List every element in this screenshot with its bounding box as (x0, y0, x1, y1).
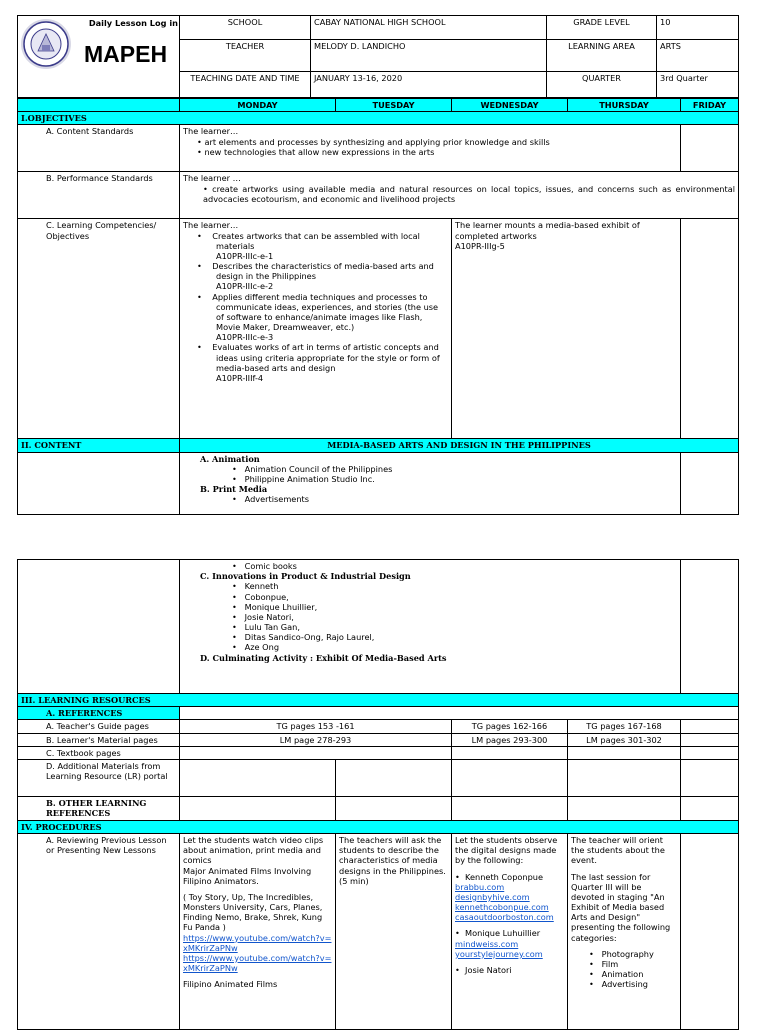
list-item: • create artworks using available media and natural resources on local topics, issues, and concerns such as environmental advocacies ecotourism, and economic and livelihood projects (203, 183, 735, 204)
empty-cell (180, 707, 739, 720)
friday-cell (681, 733, 739, 746)
empty-cell (568, 796, 681, 820)
learning-competencies-label: C. Learning Competencies/ Objectives (18, 219, 180, 439)
references-heading: A. REFERENCES (18, 707, 180, 720)
competency-code: A10PR-IIIf-4 (216, 372, 264, 383)
teachers-guide-label: A. Teacher's Guide pages (18, 720, 180, 733)
list-item: • Describes the characteristics of media-based arts and design in the Philippines (197, 261, 434, 282)
learning-competencies-list (183, 231, 448, 384)
area-value: ARTS (657, 40, 739, 72)
content-heading: II. CONTENT (18, 439, 180, 452)
monday-films-heading: Major Animated Films Involving Filipino Animators. (183, 865, 312, 886)
empty-cell (452, 746, 568, 759)
friday-cell (681, 560, 739, 694)
days-corner (18, 99, 180, 112)
list-item: • Film (589, 958, 619, 969)
list-item: • Kenneth (232, 581, 279, 592)
designers-list (200, 581, 677, 652)
header-title-cell (18, 16, 180, 98)
list-item: • Philippine Animation Studio Inc. (232, 473, 375, 484)
quarter-label: QUARTER (547, 72, 657, 98)
designer-link[interactable]: kennethcobonpue.com (455, 902, 549, 913)
print-media-list (200, 494, 677, 504)
friday-cell (681, 720, 739, 733)
other-references-label: B. OTHER LEARNING REFERENCES (18, 796, 180, 820)
list-item: • Josie Natori (455, 964, 512, 975)
youtube-link[interactable]: https://www.youtube.com/watch?v=xMKrirZaPNw (183, 952, 332, 974)
designer-link[interactable]: yourstylejourney.com (455, 948, 543, 959)
objectives-heading: I.OBJECTIVES (18, 112, 739, 125)
header-table (17, 15, 739, 98)
empty-cell (568, 759, 681, 796)
quarter-value: 3rd Quarter (657, 72, 739, 98)
performance-standards-intro: The learner … (183, 173, 241, 184)
print-media-list (200, 561, 677, 571)
page-2 (17, 559, 738, 1030)
list-item: • Advertisements (232, 494, 310, 505)
teacher-label: TEACHER (180, 40, 311, 72)
list-item: • Monique Lhuillier, (232, 601, 318, 612)
lesson-table-page-1 (17, 98, 739, 515)
school-label: SCHOOL (180, 16, 311, 40)
print-media-topic: B. Print Media (200, 484, 268, 495)
daily-lesson-log-label: Daily Lesson Log in (88, 18, 178, 28)
tuesday-duration: (5 min) (339, 875, 369, 886)
empty-cell (681, 796, 739, 820)
day-friday: FRIDAY (681, 99, 739, 112)
procedures-heading: IV. PROCEDURES (18, 820, 739, 833)
exhibit-objective: The learner mounts a media-based exhibit of completed artworks (455, 220, 640, 241)
lm-mon-tue: LM page 278-293 (180, 733, 452, 746)
monday-film-titles: ( Toy Story, Up, The Incredibles, Monsters University, Cars, Planes, Finding Nemo, Brake, Shrek, Kung Fu Panda ) (183, 891, 323, 933)
empty-cell (681, 759, 739, 796)
date-value: JANUARY 13-16, 2020 (311, 72, 547, 98)
content-label-empty (18, 452, 180, 514)
list-item: • Photography (589, 948, 654, 959)
list-item: • Comic books (232, 561, 297, 571)
subject-title: MAPEH (84, 41, 168, 67)
thursday-activity: The teacher will orient the students about the event. (571, 835, 665, 866)
empty-cell (180, 796, 336, 820)
procedure-tuesday (336, 834, 452, 1030)
wednesday-activity: Let the students observe the digital designs made by the following: (455, 835, 558, 866)
youtube-link[interactable]: https://www.youtube.com/watch?v=xMKrirZaPNw (183, 932, 332, 953)
content-standards-list (183, 137, 677, 157)
exhibit-categories (571, 949, 677, 990)
content-standards-cell (180, 125, 681, 172)
reviewing-lesson-label: A. Reviewing Previous Lesson or Presenting New Lessons (18, 834, 180, 1030)
content-topics-continued (180, 560, 681, 694)
innovation-topic: C. Innovations in Product & Industrial Design (200, 571, 411, 582)
performance-standards-label: B. Performance Standards (18, 172, 180, 219)
animation-topic: A. Animation (200, 453, 260, 464)
grade-value: 10 (657, 16, 739, 40)
learning-competencies-cell (180, 219, 452, 439)
culminating-topic: D. Culminating Activity : Exhibit Of Media-Based Arts (200, 652, 447, 663)
procedure-thursday (568, 834, 681, 1030)
list-item: • Josie Natori, (232, 611, 294, 622)
teacher-value: MELODY D. LANDICHO (311, 40, 547, 72)
list-item: • Aze Ong (232, 642, 280, 653)
procedure-wednesday (452, 834, 568, 1030)
designer-link[interactable]: casaoutdoorboston.com (455, 912, 554, 923)
textbook-label: C. Textbook pages (18, 746, 180, 759)
tg-wednesday: TG pages 162-166 (452, 720, 568, 733)
competency-code: A10PR-IIIg-5 (455, 240, 505, 251)
day-thursday: THURSDAY (568, 99, 681, 112)
learners-material-label: B. Learner's Material pages (18, 733, 180, 746)
lm-thursday: LM pages 301-302 (568, 733, 681, 746)
friday-cell (681, 834, 739, 1030)
competency-code: A10PR-IIIc-e-3 (216, 332, 274, 343)
list-item: • new technologies that allow new expressions in the arts (197, 146, 435, 157)
school-value: CABAY NATIONAL HIGH SCHOOL (311, 16, 547, 40)
lm-wednesday: LM pages 293-300 (452, 733, 568, 746)
resources-heading: III. LEARNING RESOURCES (18, 694, 739, 707)
day-tuesday: TUESDAY (336, 99, 452, 112)
empty-cell (452, 796, 568, 820)
empty-cell (180, 759, 336, 796)
friday-cell (681, 219, 739, 439)
day-wednesday: WEDNESDAY (452, 99, 568, 112)
grade-label: GRADE LEVEL (547, 16, 657, 40)
list-item: • Advertising (589, 979, 648, 990)
deped-seal-logo (20, 18, 72, 70)
additional-materials-label: D. Additional Materials from Learning Resource (LR) portal (18, 759, 180, 796)
area-label: LEARNING AREA (547, 40, 657, 72)
list-item: • Animation Council of the Philippines (232, 463, 393, 474)
list-item: • Lulu Tan Gan, (232, 622, 300, 633)
content-label-empty (18, 560, 180, 694)
learning-competencies-thursday (452, 219, 681, 439)
designer-link[interactable]: designbyhive.com (455, 891, 530, 902)
list-item: • Kenneth Coponpue (455, 871, 544, 882)
tg-mon-tue: TG pages 153 -161 (180, 720, 452, 733)
lesson-table-page-2 (17, 559, 739, 1030)
list-item: • Animation (589, 969, 644, 980)
list-item: • Creates artworks that can be assembled with local materials (197, 230, 420, 251)
list-item: • Cobonpue, (232, 591, 289, 602)
list-item: • art elements and processes by synthesizing and applying prior knowledge and skills (197, 136, 550, 147)
animation-list (200, 464, 677, 484)
content-topic-heading: MEDIA-BASED ARTS AND DESIGN IN THE PHILIPPINES (180, 439, 739, 452)
learning-competencies-intro: The learner… (183, 220, 239, 231)
filipino-films-heading: Filipino Animated Films (183, 979, 278, 990)
friday-cell (681, 125, 739, 172)
designer-link[interactable]: mindweiss.com (455, 938, 519, 949)
friday-cell (681, 452, 739, 514)
performance-standards-cell (180, 172, 739, 219)
content-standards-intro: The learner… (183, 126, 239, 137)
empty-cell (336, 796, 452, 820)
list-item: • Monique Luhuillier (455, 928, 541, 939)
competency-code: A10PR-IIIc-e-1 (216, 250, 274, 261)
procedure-monday (180, 834, 336, 1030)
date-label: TEACHING DATE AND TIME (180, 72, 311, 98)
tuesday-activity: The teachers will ask the students to describe the characteristics of media designs in the Philippines. (339, 835, 446, 876)
empty-cell (180, 746, 452, 759)
day-monday: MONDAY (180, 99, 336, 112)
monday-activity: Let the students watch video clips about animation, print media and comics (183, 835, 324, 866)
content-topics-cell (180, 452, 681, 514)
list-item: • Applies different media techniques and processes to communicate ideas, experiences, and stories (the use of software to enhance/animate images like Flash, Movie Maker, Dreamweaver, etc.) (197, 291, 439, 333)
designer-link[interactable]: brabbu.com (455, 881, 505, 892)
thursday-exhibit-note: The last session for Quarter III will be devoted in staging "An Exhibit of Media based Arts and Design" presenting the following categories: (571, 871, 671, 943)
empty-cell (336, 759, 452, 796)
list-item: • Evaluates works of art in terms of artistic concepts and ideas using criteria appropriate for the style or form of media-based arts and design (197, 342, 440, 373)
page-1 (17, 15, 738, 515)
list-item: • Ditas Sandico-Ong, Rajo Laurel, (232, 632, 375, 643)
empty-cell (568, 746, 681, 759)
tg-thursday: TG pages 167-168 (568, 720, 681, 733)
empty-cell (681, 746, 739, 759)
content-standards-label: A. Content Standards (18, 125, 180, 172)
competency-code: A10PR-IIIc-e-2 (216, 281, 274, 292)
empty-cell (452, 759, 568, 796)
